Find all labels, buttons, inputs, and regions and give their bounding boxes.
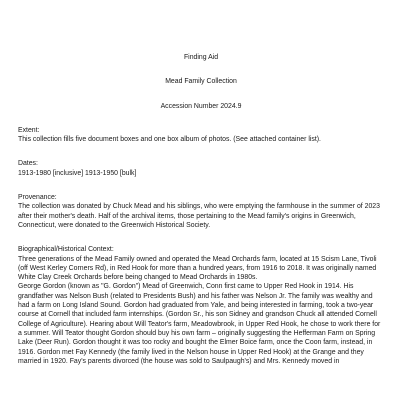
document-heading: Finding Aid [183,54,219,61]
finding-aid-document [18,53,384,366]
dates-section [18,159,384,178]
biographical-paragraph-1: Three generations of the Mead Family owned and operated the Mead Orchards farm, located at 15 Scism Lane, Tivoli (off West Kerley Corners Rd), in Red Hook for more than a hundred years, from 1916 to 2018. It was originally named White Clay Creek Orchards before being changed to Mead Orchards in 1980s. [18,255,377,282]
provenance-text: The collection was donated by Chuck Mead and his siblings, who were emptying the farmhouse in the summer of 2023 after their mother's death. Half of the archival items, those pertaining to the Mead family's origins in Greenwich, Connecticut, were donated to the Greenwich Historical Society. [18,203,380,229]
extent-section [18,126,384,145]
provenance-section [18,193,384,230]
biographical-section [18,245,384,366]
extent-label: Extent: [18,126,40,134]
biographical-paragraph-2: George Gordon (known as "G. Gordon") Mead of Greenwich, Conn first came to Upper Red Hook in 1914. His grandfather was Nelson Bush (related to Presidents Bush) and his father was Nelson Jr. The family was wealthy and had a farm on Long Island Sound. Gordon had graduated from Yale, and being interested in farming, took a two-year course at Cornell that included farm internships. (Gordon Sr., his son Sidney and grandson Chuck all attended Cornell College of Agriculture). Hearing about Will Teator's farm, Meadowbrook, in Upper Red Hook, he chose to work there for a summer. Will Teator thought Gordon should buy his own farm – originally suggesting the Hefferman Farm on Spring Lake (Deer Run). Gordon thought it was too rocky and bought the Elmer Boice farm, once the Coon farm, instead, in 1916. Gordon met Fay Kennedy (the family lived in the Nelson house in Upper Red Hook) at the Grange and they married in 1920. Fay's parents divorced (the house was sold to Saulpaugh's) and Mrs. Kennedy moved in [18,283,381,365]
dates-text: 1913-1980 [inclusive] 1913-1950 [bulk] [18,169,137,177]
provenance-label: Provenance: [18,194,57,202]
extent-text: This collection fills five document boxes and one box album of photos. (See attached container list). [18,136,321,144]
dates-label: Dates: [18,160,38,168]
collection-title: Mead Family Collection [165,78,237,86]
biographical-label: Biographical/Historical Context: [18,246,114,254]
accession-number: Accession Number 2024.9 [160,102,242,110]
